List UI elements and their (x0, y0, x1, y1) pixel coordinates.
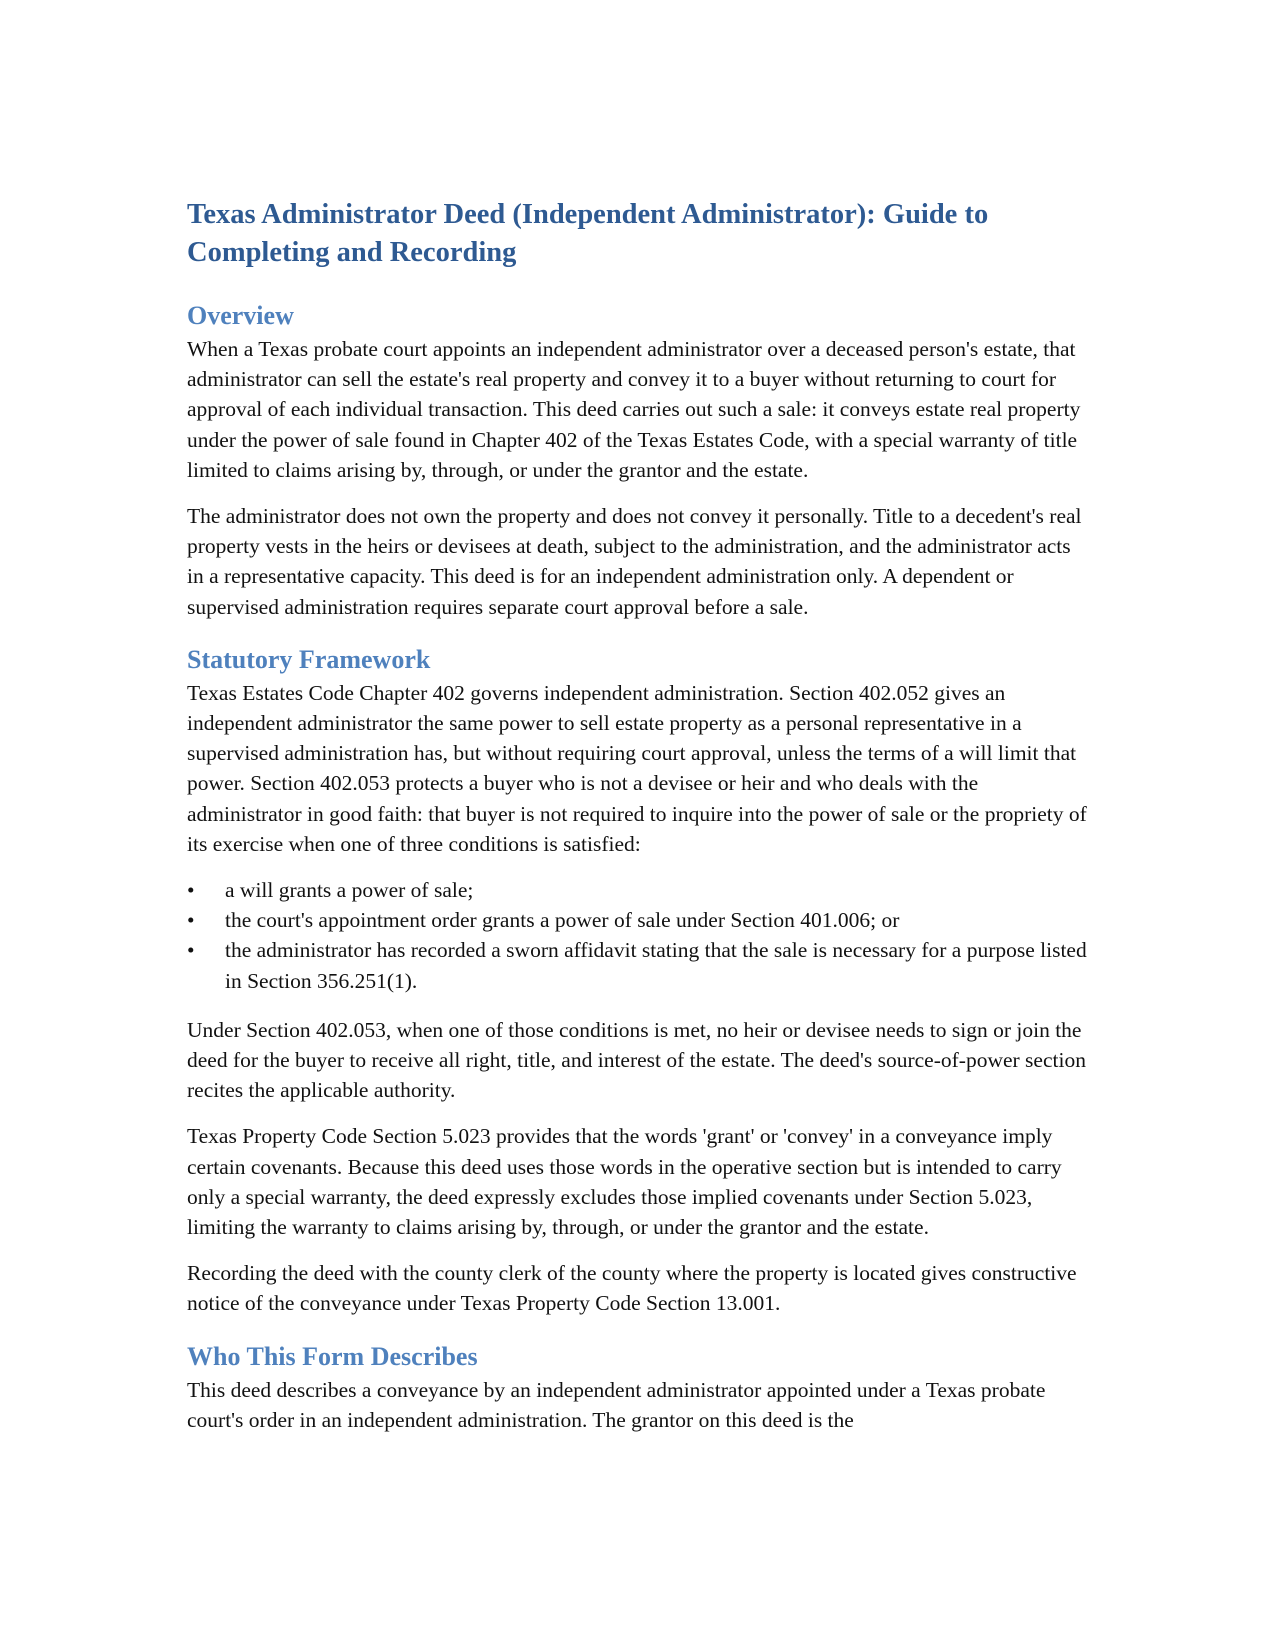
list-item-text: the administrator has recorded a sworn affidavit stating that the sale is necessary for a purpose listed in Section 356.251(1). (225, 938, 1087, 993)
document-title: Texas Administrator Deed (Independent Administrator): Guide to Completing and Recording (187, 199, 989, 268)
list-item (187, 905, 1087, 935)
statutory-intro-paragraph: Texas Estates Code Chapter 402 governs independent administration. Section 402.052 gives an independent administrator the same power to sell estate property as a personal representative in a supervised administration has, but without requiring court approval, unless the terms of a will limit that power. Section 402.053 protects a buyer who is not a devisee or heir and who deals with the administrator in good faith: that buyer is not required to inquire into the power of sale or the propriety of its exercise when one of three conditions is satisfied: (187, 680, 1087, 856)
list-item (187, 935, 1087, 995)
section-heading-who-this-form-describes: Who This Form Describes (187, 1341, 478, 1371)
list-item-text: the court's appointment order grants a power of sale under Section 401.006; or (225, 908, 900, 933)
overview-paragraph: When a Texas probate court appoints an independent administrator over a deceased person's estate, that administrator can sell the estate's real property and convey it to a buyer without returning to court for approval of each individual transaction. This deed carries out such a sale: it conveys estate real property under the power of sale found in Chapter 402 of the Texas Estates Code, with a special warranty of title limited to claims arising by, through, or under the grantor and the estate. (187, 337, 1081, 482)
bullet-icon: • (187, 878, 195, 903)
who-paragraph: This deed describes a conveyance by an independent administrator appointed under a Texas probate court's order in an independent administration. The grantor on this deed is the (187, 1377, 1046, 1432)
list-item (187, 875, 1087, 905)
section-heading-overview: Overview (187, 301, 294, 330)
section-heading-statutory-framework: Statutory Framework (187, 644, 431, 674)
statutory-paragraph: Under Section 402.053, when one of those conditions is met, no heir or devisee needs to sign or join the deed for the buyer to receive all right, title, and interest of the estate. The deed's source-of-power section recites the applicable authority. (187, 1017, 1086, 1103)
section-statutory-framework (187, 644, 1087, 1319)
bullet-icon: • (187, 908, 195, 933)
statutory-paragraph: Recording the deed with the county clerk of the county where the property is located gives constructive notice of the conveyance under Texas Property Code Section 13.001. (187, 1261, 1077, 1316)
conditions-list (187, 875, 1087, 996)
statutory-paragraph: Texas Property Code Section 5.023 provides that the words 'grant' or 'convey' in a conveyance imply certain covenants. Because this deed uses those words in the operative section but is intended to carry only a special warranty, the deed expressly excludes those implied covenants under Section 5.023, limiting the warranty to claims arising by, through, or under the grantor and the estate. (187, 1124, 1062, 1240)
section-who-this-form-describes (187, 1341, 1087, 1435)
document-page (187, 196, 1087, 1451)
list-item-text: a will grants a power of sale; (225, 878, 474, 903)
overview-paragraph: The administrator does not own the property and does not convey it personally. Title to a decedent's real property vests in the heirs or devisees at death, subject to the administration, and the administrator acts in a representative capacity. This deed is for an independent administration only. A dependent or supervised administration requires separate court approval before a sale. (187, 504, 1082, 619)
bullet-icon: • (187, 938, 195, 963)
section-overview (187, 300, 1087, 622)
